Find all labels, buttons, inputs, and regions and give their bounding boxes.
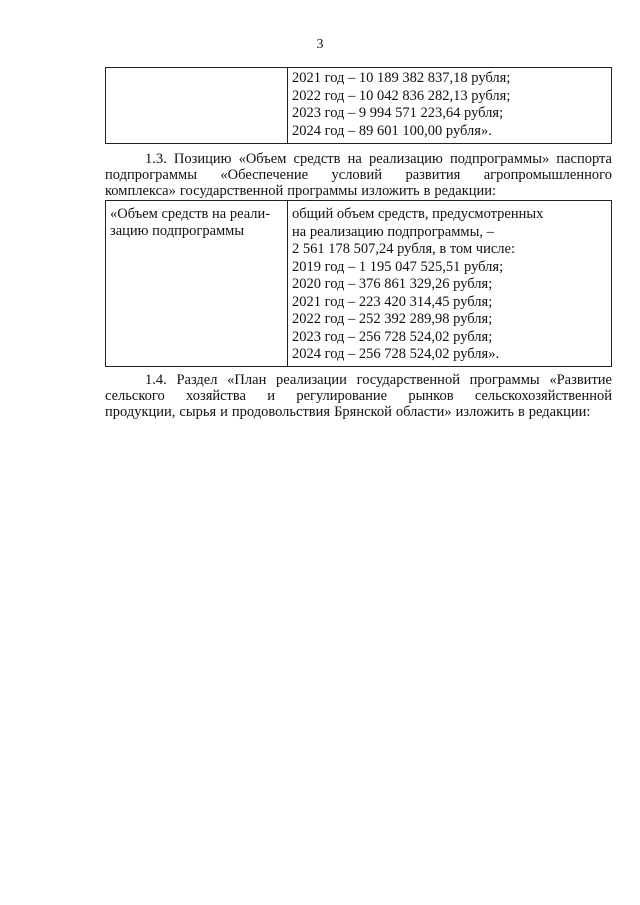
word: изложить: [455, 404, 514, 421]
word: продукции,: [105, 404, 176, 421]
word: программы: [469, 372, 540, 388]
word: области»: [395, 404, 452, 421]
word: подпрограммы»: [450, 151, 550, 167]
table-line: 2020 год – 376 861 329,26 рубля;: [292, 276, 493, 292]
word: комплекса»: [105, 183, 176, 200]
table-left-cell: [106, 68, 288, 143]
table-line: зацию подпрограммы: [110, 223, 245, 239]
word: сырья: [179, 404, 217, 421]
word: в: [517, 404, 525, 421]
word: Брянской: [334, 404, 392, 421]
table-line: 2023 год – 256 728 524,02 рубля;: [292, 328, 493, 345]
word: реализации: [276, 372, 347, 388]
word: программы: [287, 183, 358, 200]
word: агропромышленного: [483, 167, 612, 184]
table-line: 2022 год – 252 392 289,98 рубля;: [292, 311, 493, 327]
word: паспорта: [556, 151, 612, 167]
word: в: [423, 183, 431, 200]
table-line: 2021 год – 10 189 382 837,18 рубля;: [292, 70, 511, 86]
word: «Объем: [238, 151, 287, 167]
page-number: 3: [316, 37, 324, 52]
word: средств: [293, 151, 341, 167]
word: редакции:: [528, 404, 591, 421]
word: «План: [227, 372, 267, 388]
word: Позицию: [173, 151, 232, 167]
paragraph-line: [105, 404, 612, 420]
table-line: 2 561 178 507,24 рубля, в том числе:: [292, 241, 515, 257]
word: и: [220, 404, 228, 421]
word: Раздел: [176, 372, 218, 388]
word: условий: [331, 167, 383, 184]
table-line: на реализацию подпрограммы, –: [292, 223, 494, 240]
word: реализацию: [368, 151, 443, 167]
table-line: 2024 год – 89 601 100,00 рубля».: [292, 122, 492, 139]
paragraph-1-4: [105, 372, 612, 421]
table-right-cell: [288, 201, 611, 366]
word: «Обеспечение: [220, 167, 309, 184]
table-line: 2019 год – 1 195 047 525,51 рубля;: [292, 258, 504, 275]
table-line: 2024 год – 256 728 524,02 рубля».: [292, 346, 500, 362]
word: подпрограммы: [105, 167, 197, 184]
funding-table-subprogram: [105, 200, 612, 367]
paragraph-line: [105, 151, 612, 167]
word: хозяйства: [186, 388, 246, 405]
paragraph-line: [105, 372, 612, 388]
word: государственной: [356, 372, 460, 388]
table-line: 2022 год – 10 042 836 282,13 рубля;: [292, 87, 511, 104]
table-line: 2021 год – 223 420 314,45 рубля;: [292, 293, 493, 310]
word: «Развитие: [549, 372, 612, 388]
word: и: [267, 388, 276, 405]
table-line: «Объем средств на реали-: [110, 206, 271, 222]
word: на: [347, 151, 362, 167]
paragraph-1-3: [105, 151, 612, 200]
word: сельского: [105, 388, 165, 405]
table-line: общий объем средств, предусмотренных: [292, 206, 544, 222]
word: 1.3.: [145, 151, 167, 167]
word: рынков: [408, 388, 454, 405]
funding-table-continued: [105, 67, 612, 144]
paragraph-line: [105, 167, 612, 183]
word: регулирование: [296, 388, 388, 405]
table-line: 2023 год – 9 994 571 223,64 рубля;: [292, 105, 504, 121]
paragraph-line: [105, 388, 612, 404]
word: государственной: [179, 183, 284, 200]
word: изложить: [361, 183, 420, 200]
word: редакции:: [434, 183, 497, 200]
paragraph-line: [105, 183, 612, 199]
table-right-cell: [288, 68, 611, 143]
word: 1.4.: [145, 372, 167, 388]
word: продовольствия: [231, 404, 331, 421]
word: сельскохозяйственной: [474, 388, 612, 405]
table-left-cell: [106, 201, 288, 366]
word: развития: [405, 167, 461, 184]
